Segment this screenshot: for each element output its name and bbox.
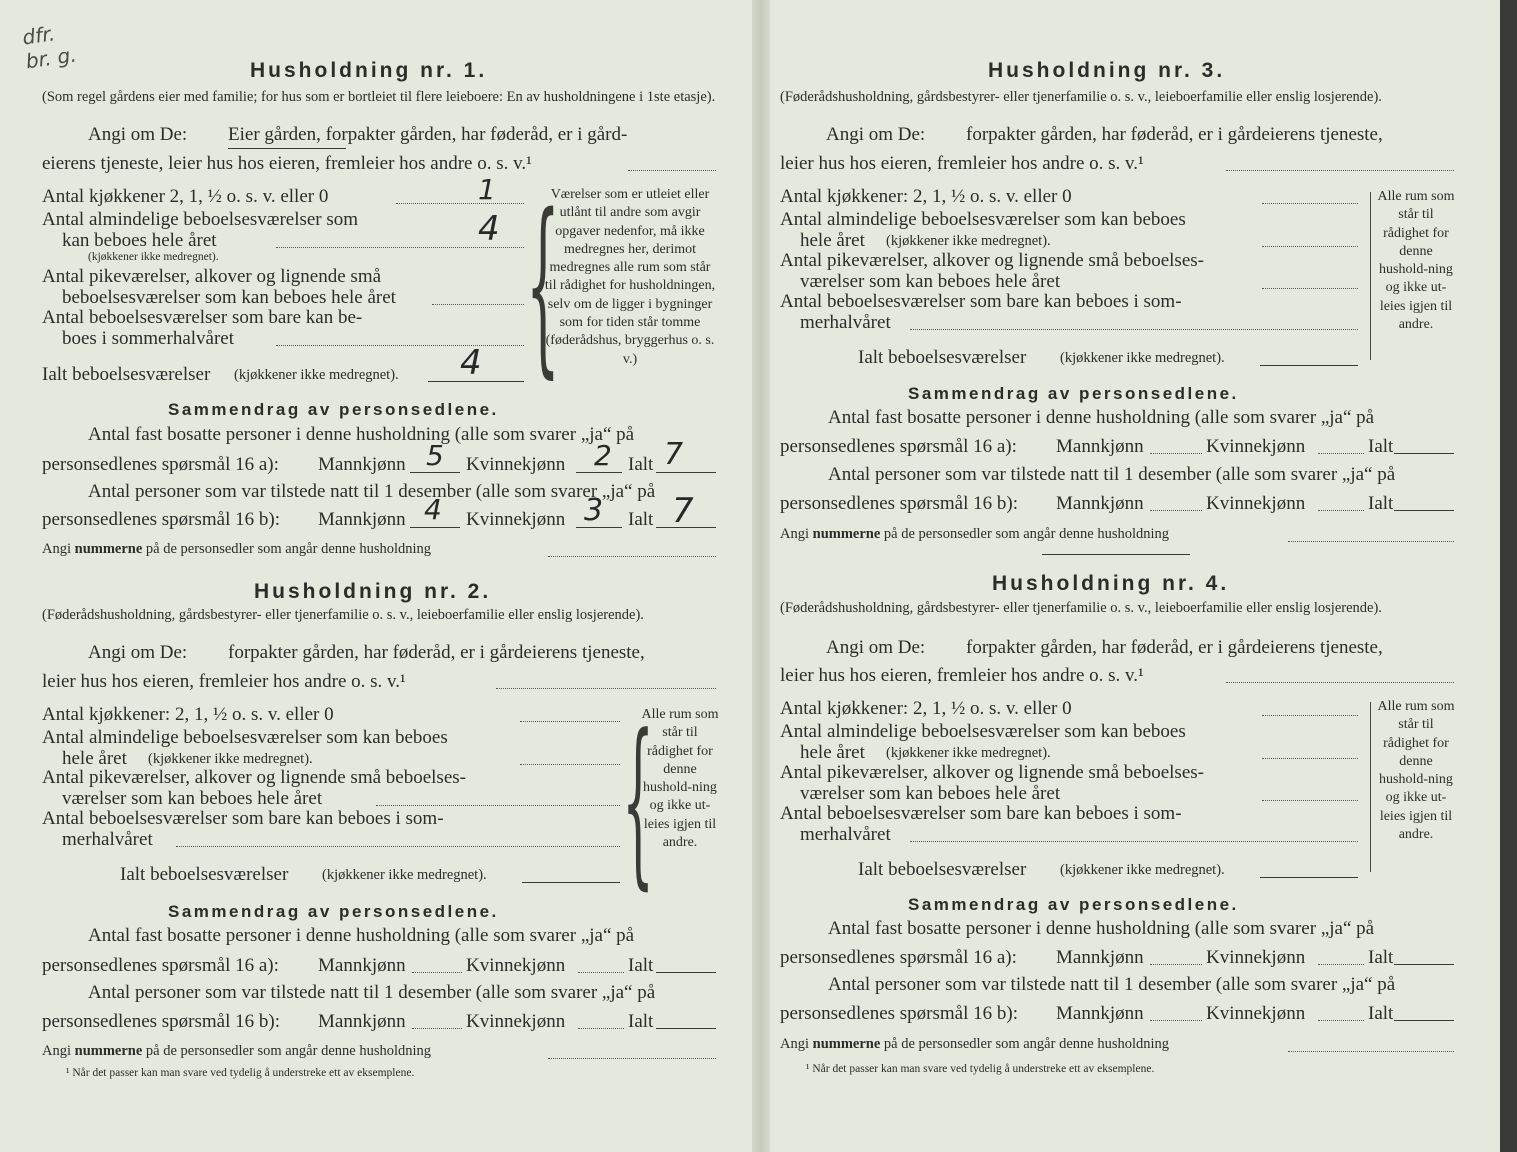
h4-kitchens-label: Antal kjøkkener: 2, 1, ½ o. s. v. eller 0 <box>780 698 1072 719</box>
h1-present-male-label: Mannkjønn <box>318 509 406 530</box>
h1-present-label: Antal personer som var tilstede natt til 1 desember (alle som svarer „ja“ på <box>88 481 656 502</box>
h1-resident-male-label: Mannkjønn <box>318 454 406 475</box>
h1-present-total-answer: 7 <box>672 491 694 531</box>
h2-present-male-label: Mannkjønn <box>318 1011 406 1032</box>
household-1-subtitle: (Som regel gårdens eier med familie; for hus som er bortleiet til flere leieboere: En av husholdningene i 1ste etasje). <box>42 89 716 105</box>
h4-present-label-b: personsedlenes spørsmål 16 b): <box>780 1003 1018 1024</box>
h3-maid-rooms-label-b: værelser som kan beboes hele året <box>800 271 1061 292</box>
h2-resident-male-label: Mannkjønn <box>318 955 406 976</box>
h3-resident-label: Antal fast bosatte personer i denne husholdning (alle som svarer „ja“ på <box>828 407 1375 428</box>
h2-present-female-label: Kvinnekjønn <box>466 1011 566 1032</box>
h3-present-female-label: Kvinnekjønn <box>1206 493 1306 514</box>
section-divider <box>1042 554 1190 555</box>
h3-options-line1: forpakter gården, har føderåd, er i gårdeierens tjeneste, <box>966 124 1383 145</box>
h3-resident-female-label: Kvinnekjønn <box>1206 436 1306 457</box>
h4-options-line1: forpakter gården, har føderåd, er i gårdeierens tjeneste, <box>966 637 1383 658</box>
household-1-title: Husholdning nr. 1. <box>250 59 488 82</box>
h3-rooms-label-b: hele året <box>800 230 865 251</box>
h2-side-note: Alle rum som står til rådighet for denne hushold-ning og ikke ut-leies igjen til andre. <box>641 707 719 851</box>
h3-total-rooms-label: Ialt beboelsesværelser <box>858 347 1027 368</box>
h4-options-line2: leier hus hos eieren, fremleier hos andre o. s. v.¹ <box>780 665 1144 686</box>
h1-resident-female-answer: 2 <box>594 439 612 472</box>
h2-rooms-label: Antal almindelige beboelsesværelser som kan beboes <box>42 727 448 748</box>
left-page <box>0 0 752 1152</box>
h1-resident-label-b: personsedlenes spørsmål 16 a): <box>42 454 279 475</box>
h4-resident-male-label: Mannkjønn <box>1056 947 1144 968</box>
h4-present-label: Antal personer som var tilstede natt til 1 desember (alle som svarer „ja“ på <box>828 974 1396 995</box>
household-2-title: Husholdning nr. 2. <box>254 580 492 603</box>
h1-options-line1: Eier gården, forpakter gården, har føderåd, er i gård- <box>228 124 628 145</box>
h3-kitchens-label: Antal kjøkkener: 2, 1, ½ o. s. v. eller 0 <box>780 186 1072 207</box>
right-page <box>770 0 1500 1152</box>
h1-present-female-answer: 3 <box>584 493 604 528</box>
h1-summer-rooms-label-b: boes i sommerhalvåret <box>62 328 235 349</box>
h1-resident-total-answer: 7 <box>664 437 684 472</box>
h2-numbers-label: Angi nummerne på de personsedler som angår denne husholdning <box>42 1043 432 1059</box>
h4-present-female-label: Kvinnekjønn <box>1206 1003 1306 1024</box>
h4-resident-label-b: personsedlenes spørsmål 16 a): <box>780 947 1017 968</box>
h2-summary-title: Sammendrag av personsedlene. <box>168 902 499 921</box>
h2-present-label-b: personsedlenes spørsmål 16 b): <box>42 1011 280 1032</box>
h1-present-female-label: Kvinnekjønn <box>466 509 566 530</box>
h1-resident-label: Antal fast bosatte personer i denne husholdning (alle som svarer „ja“ på <box>88 424 635 445</box>
h4-side-note: Alle rum som står til rådighet for denne hushold-ning og ikke ut-leies igjen til andre. <box>1377 699 1455 843</box>
h2-side-brace: { <box>622 697 655 906</box>
page-fold <box>752 0 770 1152</box>
h3-summary-title: Sammendrag av personsedlene. <box>908 384 1239 403</box>
h1-kitchens-answer: 1 <box>478 173 496 206</box>
h2-rooms-note: (kjøkkener ikke medregnet). <box>148 751 313 767</box>
h1-total-rooms-answer: 4 <box>460 343 482 383</box>
h4-summer-rooms-label: Antal beboelsesværelser som bare kan beboes i som- <box>780 803 1182 824</box>
h2-kitchens-label: Antal kjøkkener: 2, 1, ½ o. s. v. eller 0 <box>42 704 334 725</box>
h1-resident-male-answer: 5 <box>426 439 444 472</box>
h1-rooms-answer: 4 <box>478 209 500 249</box>
h1-resident-total-label: Ialt <box>628 454 654 475</box>
h3-side-line-left <box>1370 192 1371 360</box>
h3-total-rooms-note: (kjøkkener ikke medregnet). <box>1060 350 1225 366</box>
h1-maid-rooms-label: Antal pikeværelser, alkover og lignende små <box>42 266 382 287</box>
h1-present-male-answer: 4 <box>424 493 442 526</box>
h1-rooms-label: Antal almindelige beboelsesværelser som <box>42 209 359 230</box>
h4-side-line-left <box>1370 702 1371 872</box>
h2-present-label: Antal personer som var tilstede natt til 1 desember (alle som svarer „ja“ på <box>88 982 656 1003</box>
h1-summer-rooms-label: Antal beboelsesværelser som bare kan be- <box>42 307 363 328</box>
h1-maid-rooms-label-b: beboelsesværelser som kan beboes hele året <box>62 287 396 308</box>
h2-maid-rooms-label-b: værelser som kan beboes hele året <box>62 788 323 809</box>
h2-resident-label: Antal fast bosatte personer i denne husholdning (alle som svarer „ja“ på <box>88 925 635 946</box>
h4-present-male-label: Mannkjønn <box>1056 1003 1144 1024</box>
h1-resident-female-label: Kvinnekjønn <box>466 454 566 475</box>
h3-present-male-label: Mannkjønn <box>1056 493 1144 514</box>
h2-resident-female-label: Kvinnekjønn <box>466 955 566 976</box>
h1-side-brace: { <box>526 174 560 395</box>
h2-options-line1: forpakter gården, har føderåd, er i gårdeierens tjeneste, <box>228 642 645 663</box>
h4-angi-label: Angi om De: <box>826 637 926 658</box>
h4-numbers-label: Angi nummerne på de personsedler som angår denne husholdning <box>780 1036 1170 1052</box>
h2-total-rooms-note: (kjøkkener ikke medregnet). <box>322 867 487 883</box>
h4-rooms-note: (kjøkkener ikke medregnet). <box>886 745 1051 761</box>
h2-present-total-label: Ialt <box>628 1011 654 1032</box>
h3-resident-male-label: Mannkjønn <box>1056 436 1144 457</box>
h1-kitchens-label: Antal kjøkkener 2, 1, ½ o. s. v. eller 0 <box>42 186 329 207</box>
household-3-title: Husholdning nr. 3. <box>988 59 1226 82</box>
h2-resident-total-label: Ialt <box>628 955 654 976</box>
h2-rooms-label-b: hele året <box>62 748 127 769</box>
h3-maid-rooms-label: Antal pikeværelser, alkover og lignende små beboelses- <box>780 250 1204 271</box>
h3-side-note: Alle rum som står til rådighet for denne hushold-ning og ikke ut-leies igjen til andre. <box>1377 189 1455 333</box>
h3-present-total-label: Ialt <box>1368 493 1394 514</box>
h4-present-total-label: Ialt <box>1368 1003 1394 1024</box>
household-2-subtitle: (Føderådshusholdning, gårdsbestyrer- eller tjenerfamilie o. s. v., leieboerfamilie eller enslig losjerende). <box>42 607 644 623</box>
h4-summary-title: Sammendrag av personsedlene. <box>908 895 1239 914</box>
h2-summer-rooms-label-b: merhalvåret <box>62 829 153 850</box>
footnote-right: ¹ Når det passer kan man svare ved tydelig å understreke ett av eksemplene. <box>806 1063 1155 1075</box>
h3-resident-label-b: personsedlenes spørsmål 16 a): <box>780 436 1017 457</box>
household-4-title: Husholdning nr. 4. <box>992 572 1230 595</box>
h1-present-label-b: personsedlenes spørsmål 16 b): <box>42 509 280 530</box>
h2-resident-label-b: personsedlenes spørsmål 16 a): <box>42 955 279 976</box>
h1-rooms-note: (kjøkkener ikke medregnet). <box>88 251 219 263</box>
h4-summer-rooms-label-b: merhalvåret <box>800 824 891 845</box>
h2-options-line2: leier hus hos eieren, fremleier hos andre o. s. v.¹ <box>42 671 406 692</box>
h1-angi-label: Angi om De: <box>88 124 188 145</box>
h1-total-rooms-note: (kjøkkener ikke medregnet). <box>234 367 399 383</box>
h2-maid-rooms-label: Antal pikeværelser, alkover og lignende små beboelses- <box>42 767 466 788</box>
h2-summer-rooms-label: Antal beboelsesværelser som bare kan beboes i som- <box>42 808 444 829</box>
h1-options-line2: eierens tjeneste, leier hus hos eieren, fremleier hos andre o. s. v.¹ <box>42 153 532 174</box>
h3-rooms-note: (kjøkkener ikke medregnet). <box>886 233 1051 249</box>
h3-resident-total-label: Ialt <box>1368 436 1394 457</box>
household-4-subtitle: (Føderådshusholdning, gårdsbestyrer- eller tjenerfamilie o. s. v., leieboerfamilie eller enslig losjerende). <box>780 600 1382 616</box>
h3-options-line2: leier hus hos eieren, fremleier hos andre o. s. v.¹ <box>780 153 1144 174</box>
h2-angi-label: Angi om De: <box>88 642 188 663</box>
h3-present-label: Antal personer som var tilstede natt til 1 desember (alle som svarer „ja“ på <box>828 464 1396 485</box>
h1-total-rooms-label: Ialt beboelsesværelser <box>42 364 211 385</box>
h4-total-rooms-label: Ialt beboelsesværelser <box>858 859 1027 880</box>
household-3-subtitle: (Føderådshusholdning, gårdsbestyrer- eller tjenerfamilie o. s. v., leieboerfamilie eller enslig losjerende). <box>780 89 1382 105</box>
h2-total-rooms-label: Ialt beboelsesværelser <box>120 864 289 885</box>
h4-rooms-label: Antal almindelige beboelsesværelser som kan beboes <box>780 721 1186 742</box>
h1-side-note: Værelser som er utleiet eller utlånt til andre som avgir opgaver nedenfor, må ikke medregnes her, derimot medregnes alle rum som står til rådighet for husholdningen, selv om de ligger i bygninger som for tiden står tomme (føderådshus, bryggerhus o. s. v.) <box>544 187 716 367</box>
h1-underline-eier <box>228 148 346 149</box>
h4-resident-label: Antal fast bosatte personer i denne husholdning (alle som svarer „ja“ på <box>828 918 1375 939</box>
h4-maid-rooms-label-b: værelser som kan beboes hele året <box>800 783 1061 804</box>
margin-note: dfr. br. g. <box>20 21 78 74</box>
h3-summer-rooms-label-b: merhalvåret <box>800 312 891 333</box>
h4-maid-rooms-label: Antal pikeværelser, alkover og lignende små beboelses- <box>780 762 1204 783</box>
h3-present-label-b: personsedlenes spørsmål 16 b): <box>780 493 1018 514</box>
h1-numbers-label: Angi nummerne på de personsedler som angår denne husholdning <box>42 541 432 557</box>
h1-summary-title: Sammendrag av personsedlene. <box>168 400 499 419</box>
h1-present-total-label: Ialt <box>628 509 654 530</box>
h3-numbers-label: Angi nummerne på de personsedler som angår denne husholdning <box>780 526 1170 542</box>
h4-total-rooms-note: (kjøkkener ikke medregnet). <box>1060 862 1225 878</box>
h4-resident-total-label: Ialt <box>1368 947 1394 968</box>
h3-rooms-label: Antal almindelige beboelsesværelser som kan beboes <box>780 209 1186 230</box>
h4-resident-female-label: Kvinnekjønn <box>1206 947 1306 968</box>
h3-angi-label: Angi om De: <box>826 124 926 145</box>
scan-edge <box>1500 0 1517 1152</box>
h4-rooms-label-b: hele året <box>800 742 865 763</box>
h1-rooms-label-b: kan beboes hele året <box>62 230 217 251</box>
footnote-left: ¹ Når det passer kan man svare ved tydelig å understreke ett av eksemplene. <box>66 1067 415 1079</box>
h3-summer-rooms-label: Antal beboelsesværelser som bare kan beboes i som- <box>780 291 1182 312</box>
